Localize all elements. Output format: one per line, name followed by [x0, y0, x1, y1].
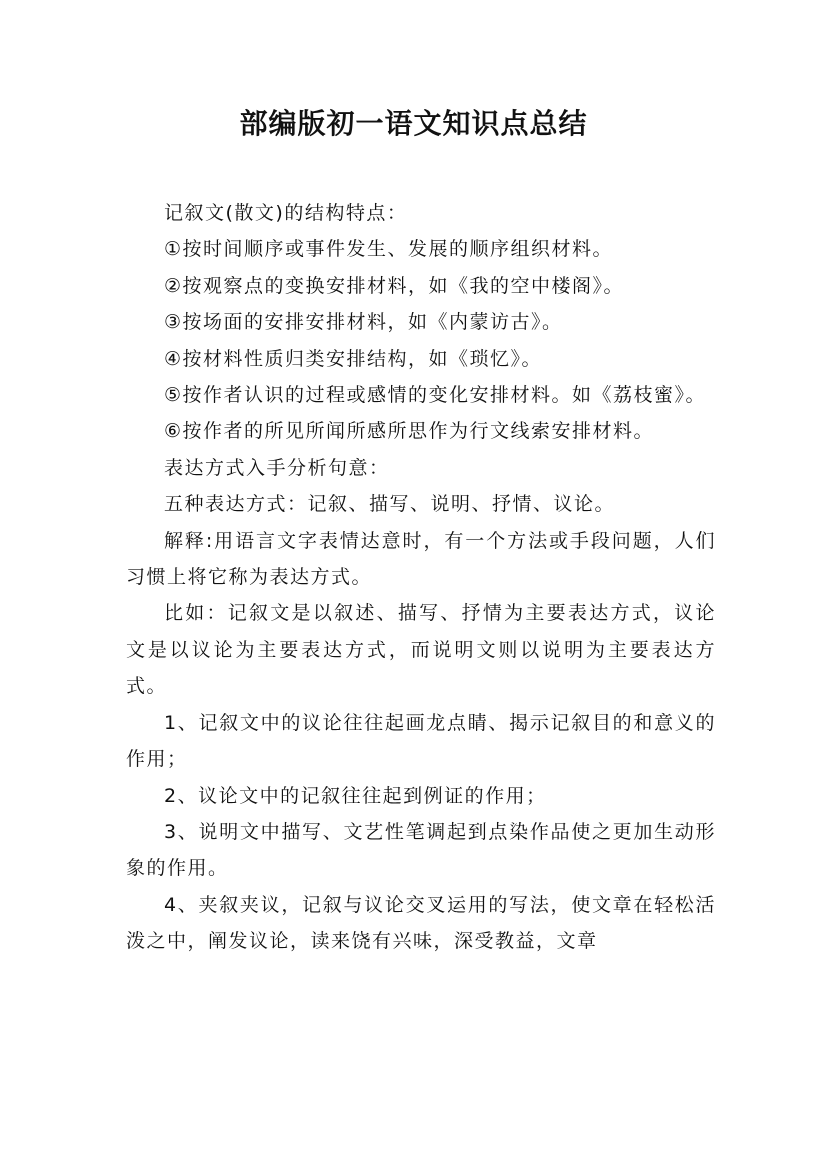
document-title: 部编版初一语文知识点总结 — [239, 107, 588, 140]
paragraph-item-4: ④按材料性质归类安排结构，如《琐忆》。 — [164, 347, 543, 370]
paragraph-item-2: ②按观察点的变换安排材料，如《我的空中楼阁》。 — [164, 274, 625, 297]
paragraph-expression-heading: 表达方式入手分析句意： — [164, 456, 390, 479]
paragraph-item-3: ③按场面的安排安排材料，如《内蒙访古》。 — [164, 311, 563, 334]
paragraph-narrative-structure-heading: 记叙文(散文)的结构特点： — [164, 202, 408, 224]
document-body — [126, 195, 716, 960]
paragraph-point-1: 1、记叙文中的议论往往起画龙点睛、揭示记叙目的和意义的作用； — [126, 711, 716, 771]
paragraph-item-5: ⑤按作者认识的过程或感情的变化安排材料。如《荔枝蜜》。 — [164, 384, 707, 407]
paragraph-point-4: 4、夹叙夹议，记叙与议论交叉运用的写法，使文章在轻松活泼之中，阐发议论，读来饶有兴味，深受教益，文章 — [126, 893, 716, 953]
paragraph-item-1: ①按时间顺序或事件发生、发展的顺序组织材料。 — [164, 238, 614, 261]
paragraph-item-6: ⑥按作者的所见所闻所感所思作为行文线索安排材料。 — [164, 420, 655, 443]
paragraph-point-2: 2、议论文中的记叙往往起到例证的作用； — [164, 784, 547, 807]
paragraph-point-3: 3、说明文中描写、文艺性笔调起到点染作品使之更加生动形象的作用。 — [126, 820, 716, 880]
paragraph-five-modes: 五种表达方式：记叙、描写、说明、抒情、议论。 — [164, 493, 616, 516]
paragraph-explanation: 解释:用语言文字表情达意时，有一个方法或手段问题，人们习惯上将它称为表达方式。 — [126, 529, 716, 589]
paragraph-example: 比如：记叙文是以叙述、描写、抒情为主要表达方式，议论文是以议论为主要表达方式，而说明文则以说明为主要表达方式。 — [126, 602, 716, 698]
